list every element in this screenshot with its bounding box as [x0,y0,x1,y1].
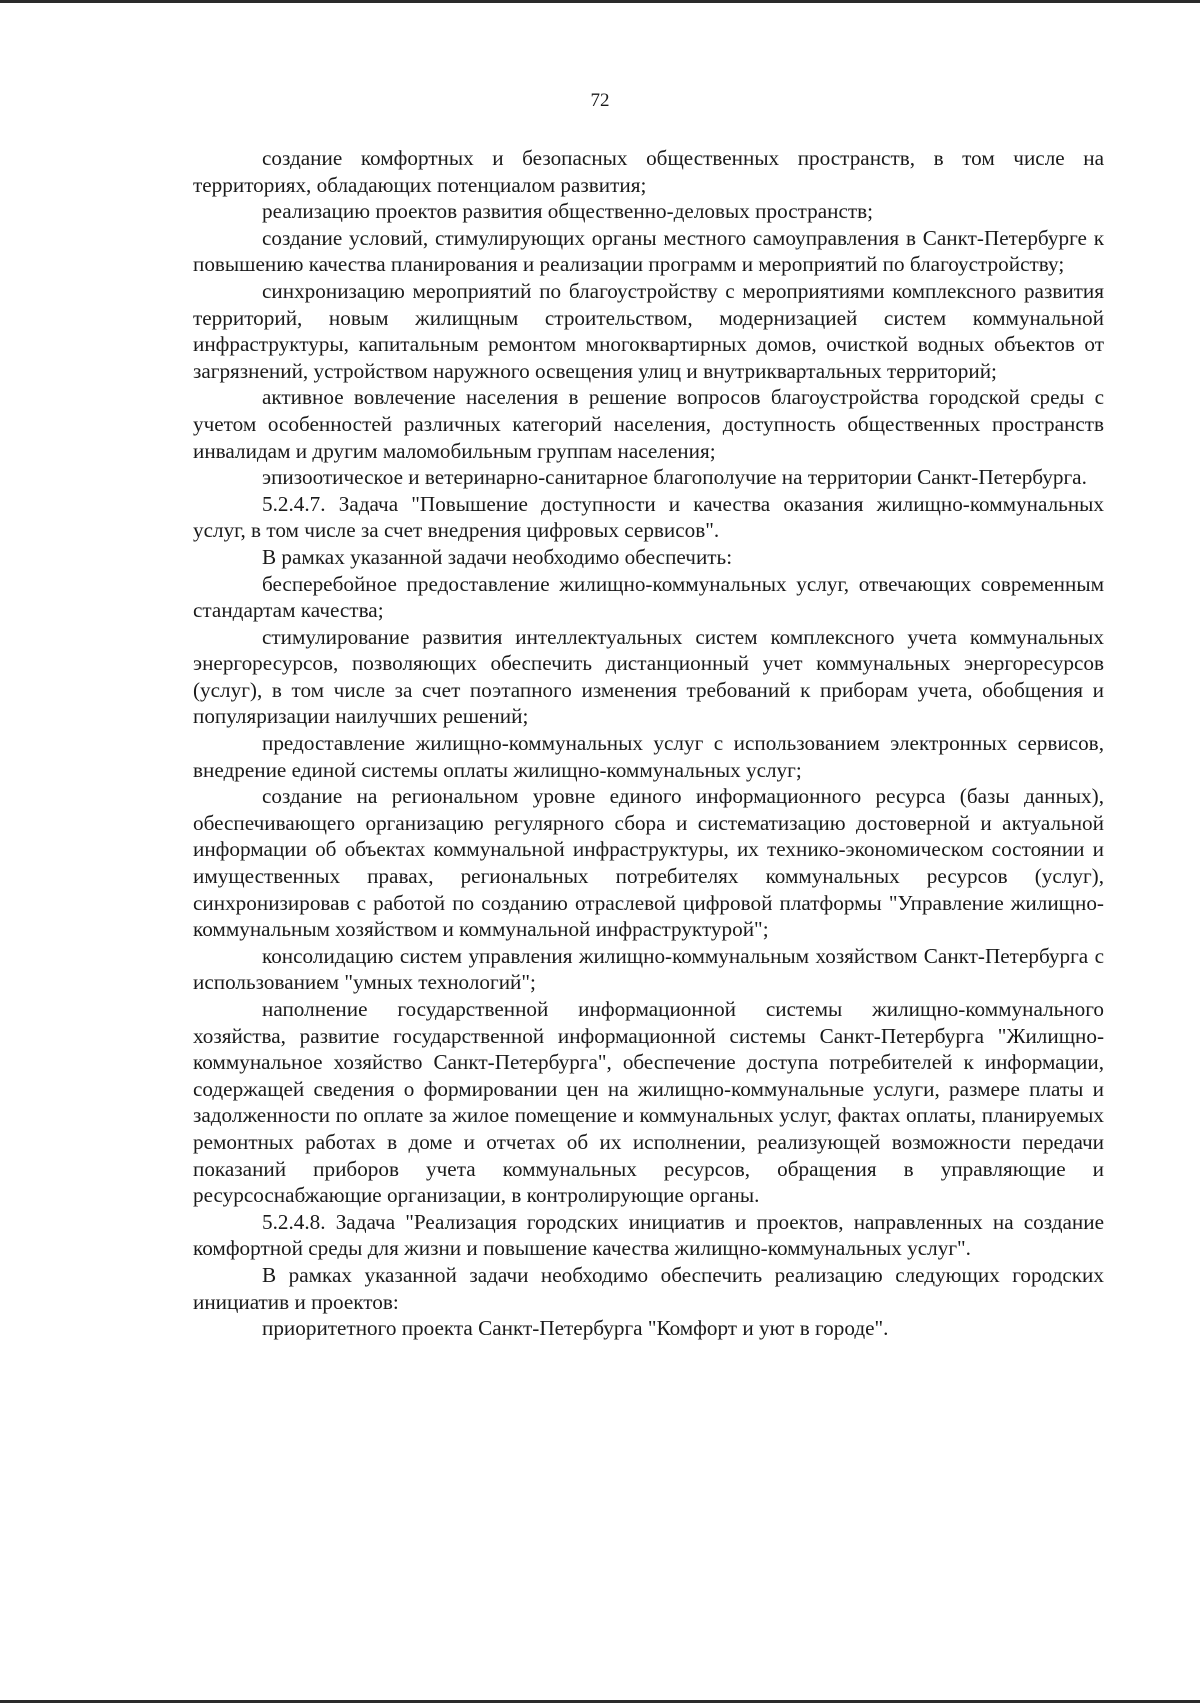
paragraph: приоритетного проекта Санкт-Петербурга "Комфорт и уют в городе". [262,1316,889,1341]
paragraph: стимулирование развития интеллектуальных систем комплексного учета коммунальных энергоресурсов, позволяющих обеспечить дистанционный учет коммунальных энергоресурсов (услуг), в том числе за счет поэтапного изменения требований к приборам учета, обобщения и популяризации наилучших решений; [193,624,1104,729]
document-body [193,145,1104,1342]
paragraph: 5.2.4.8. Задача "Реализация городских инициатив и проектов, направленных на создание комфортной среды для жизни и повышение качества жилищно-коммунальных услуг". [193,1209,1104,1261]
page-number: 72 [590,90,610,111]
paragraph: создание на региональном уровне единого информационного ресурса (базы данных), обеспечивающего организацию регулярного сбора и систематизацию достоверной и актуальной информации об объектах коммунальной инфраструктуры, их технико-экономическом состоянии и имущественных правах, региональных потребителях коммунальных ресурсов (услуг), синхронизировав с работой по созданию отраслевой цифровой платформы "Управление жилищно-коммунальным хозяйством и коммунальной инфраструктурой"; [193,784,1104,942]
scan-edge-bottom [0,1700,1200,1703]
paragraph: активное вовлечение населения в решение вопросов благоустройства городской среды с учетом особенностей различных категорий населения, доступность общественных пространств инвалидам и другим маломобильным группам населения; [193,385,1104,463]
scan-edge-top [0,0,1200,3]
paragraph: В рамках указанной задачи необходимо обеспечить: [262,544,733,569]
paragraph: предоставление жилищно-коммунальных услуг с использованием электронных сервисов, внедрение единой системы оплаты жилищно-коммунальных услуг; [193,731,1104,782]
paragraph: бесперебойное предоставление жилищно-коммунальных услуг, отвечающих современным стандартам качества; [193,571,1104,623]
paragraph: синхронизацию мероприятий по благоустройству с мероприятиями комплексного развития территорий, новым жилищным строительством, модернизацией систем коммунальной инфраструктуры, капитальным ремонтом многоквартирных домов, очисткой водных объектов от загрязнений, устройством наружного освещения улиц и внутриквартальных территорий; [193,278,1104,383]
paragraph: создание комфортных и безопасных общественных пространств, в том числе на территориях, обладающих потенциалом развития; [193,146,1104,197]
paragraph: эпизоотическое и ветеринарно-санитарное благополучие на территории Санкт-Петербурга. [262,465,1087,490]
paragraph: 5.2.4.7. Задача "Повышение доступности и качества оказания жилищно-коммунальных услуг, в том числе за счет внедрения цифровых сервисов". [193,491,1104,543]
paragraph: создание условий, стимулирующих органы местного самоуправления в Санкт-Петербурге к повышению качества планирования и реализации программ и мероприятий по благоустройству; [193,225,1104,277]
paragraph: наполнение государственной информационной системы жилищно-коммунального хозяйства, развитие государственной информационной системы Санкт-Петербурга "Жилищно-коммунальное хозяйство Санкт-Петербурга", обеспечение доступа потребителей к информации, содержащей сведения о формировании цен на жилищно-коммунальные услуги, размере платы и задолженности по оплате за жилое помещение и коммунальных услуг, фактах оплаты, планируемых ремонтных работах в доме и отчетах об их исполнении, реализующей возможности передачи показаний приборов учета коммунальных ресурсов, обращения в управляющие и ресурсоснабжающие организации, в контролирующие органы. [193,997,1104,1208]
paragraph: реализацию проектов развития общественно-деловых пространств; [262,199,874,224]
paragraph: консолидацию систем управления жилищно-коммунальным хозяйством Санкт-Петербурга с использованием "умных технологий"; [193,943,1104,995]
paragraph: В рамках указанной задачи необходимо обеспечить реализацию следующих городских инициатив и проектов: [193,1262,1104,1314]
